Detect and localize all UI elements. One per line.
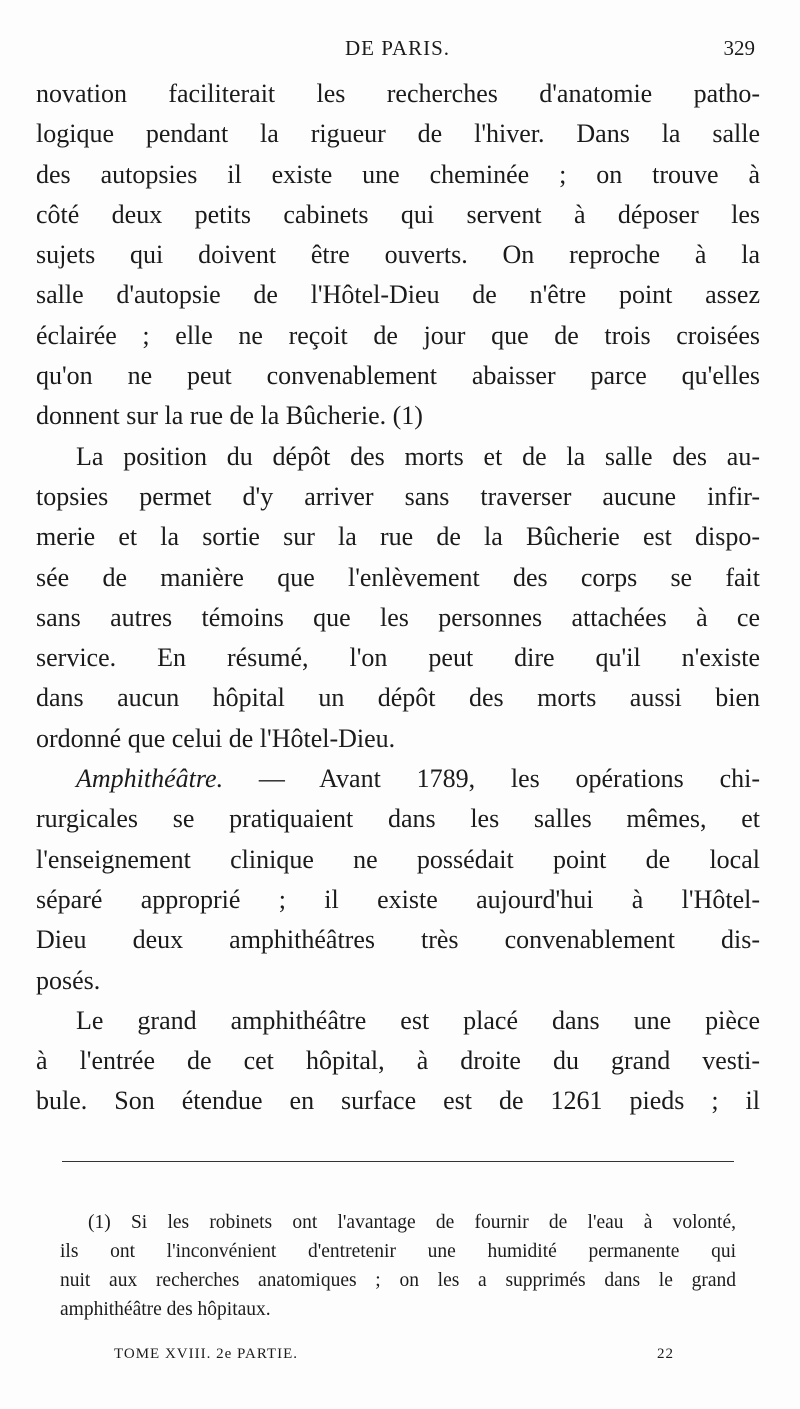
text-line: logique pendant la rigueur de l'hiver. Dans la salle bbox=[36, 119, 760, 149]
text-line: qu'on ne peut convenablement abaisser parce qu'elles bbox=[36, 361, 760, 391]
text-line: côté deux petits cabinets qui servent à déposer les bbox=[36, 199, 760, 229]
text-line: bule. Son étendue en surface est de 1261 pieds ; il bbox=[36, 1086, 760, 1116]
signature-text: TOME XVIII. 2e PARTIE. bbox=[114, 1346, 299, 1362]
text-line: donnent sur la rue de la Bûcherie. (1) bbox=[36, 401, 423, 431]
text-line: à l'entrée de cet hôpital, à droite du grand vesti- bbox=[36, 1046, 760, 1076]
text-line: Dieu deux amphithéâtres très convenablement dis- bbox=[36, 925, 760, 955]
text-line: des autopsies il existe une cheminée ; on trouve à bbox=[36, 159, 760, 189]
footnote-line: nuit aux recherches anatomiques ; on les a supprimés dans le grand bbox=[60, 1270, 736, 1291]
text-line: novation faciliterait les recherches d'anatomie patho- bbox=[36, 79, 760, 108]
text-line: service. En résumé, l'on peut dire qu'il n'existe bbox=[36, 643, 760, 673]
text-line: salle d'autopsie de l'Hôtel-Dieu de n'être point assez bbox=[36, 280, 760, 310]
text-line: sans autres témoins que les personnes attachées à ce bbox=[36, 602, 760, 632]
text-line: sée de manière que l'enlèvement des corps se fait bbox=[36, 562, 760, 592]
text-line: dans aucun hôpital un dépôt des morts aussi bien bbox=[36, 683, 760, 713]
page-number: 329 bbox=[723, 36, 755, 60]
text-line: séparé approprié ; il existe aujourd'hui à l'Hôtel- bbox=[36, 884, 760, 914]
text-line: La position du dépôt des morts et de la salle des au- bbox=[76, 441, 760, 471]
text-line: posés. bbox=[36, 965, 101, 995]
footnote-rule bbox=[62, 1161, 734, 1162]
text-line: Le grand amphithéâtre est placé dans une pièce bbox=[76, 1005, 760, 1035]
text-line bbox=[36, 759, 760, 799]
text-line: éclairée ; elle ne reçoit de jour que de trois croisées bbox=[36, 320, 760, 350]
running-head bbox=[40, 36, 755, 66]
text-line-continuation: — Avant 1789, les opérations chi- bbox=[258, 764, 760, 794]
section-heading: Amphithéâtre. bbox=[76, 764, 224, 794]
footnote bbox=[60, 1208, 736, 1324]
footnote-line: ils ont l'inconvénient d'entretenir une humidité permanente qui bbox=[60, 1241, 736, 1262]
text-line: rurgicales se pratiquaient dans les salles mêmes, et bbox=[36, 804, 760, 834]
text-line: sujets qui doivent être ouverts. On reproche à la bbox=[36, 240, 760, 270]
footnote-line: (1) Si les robinets ont l'avantage de fournir de l'eau à volonté, bbox=[88, 1212, 736, 1233]
footnote-line: amphithéâtre des hôpitaux. bbox=[60, 1299, 271, 1320]
sheet-number: 22 bbox=[657, 1346, 674, 1362]
text-line: merie et la sortie sur la rue de la Bûcherie est dispo- bbox=[36, 522, 760, 552]
text-line: topsies permet d'y arriver sans traverser aucune infir- bbox=[36, 481, 760, 511]
text-line: ordonné que celui de l'Hôtel-Dieu. bbox=[36, 723, 396, 753]
running-head-title: DE PARIS. bbox=[344, 36, 451, 60]
text-line: l'enseignement clinique ne possédait point de local bbox=[36, 844, 760, 874]
body-text bbox=[36, 74, 760, 1122]
